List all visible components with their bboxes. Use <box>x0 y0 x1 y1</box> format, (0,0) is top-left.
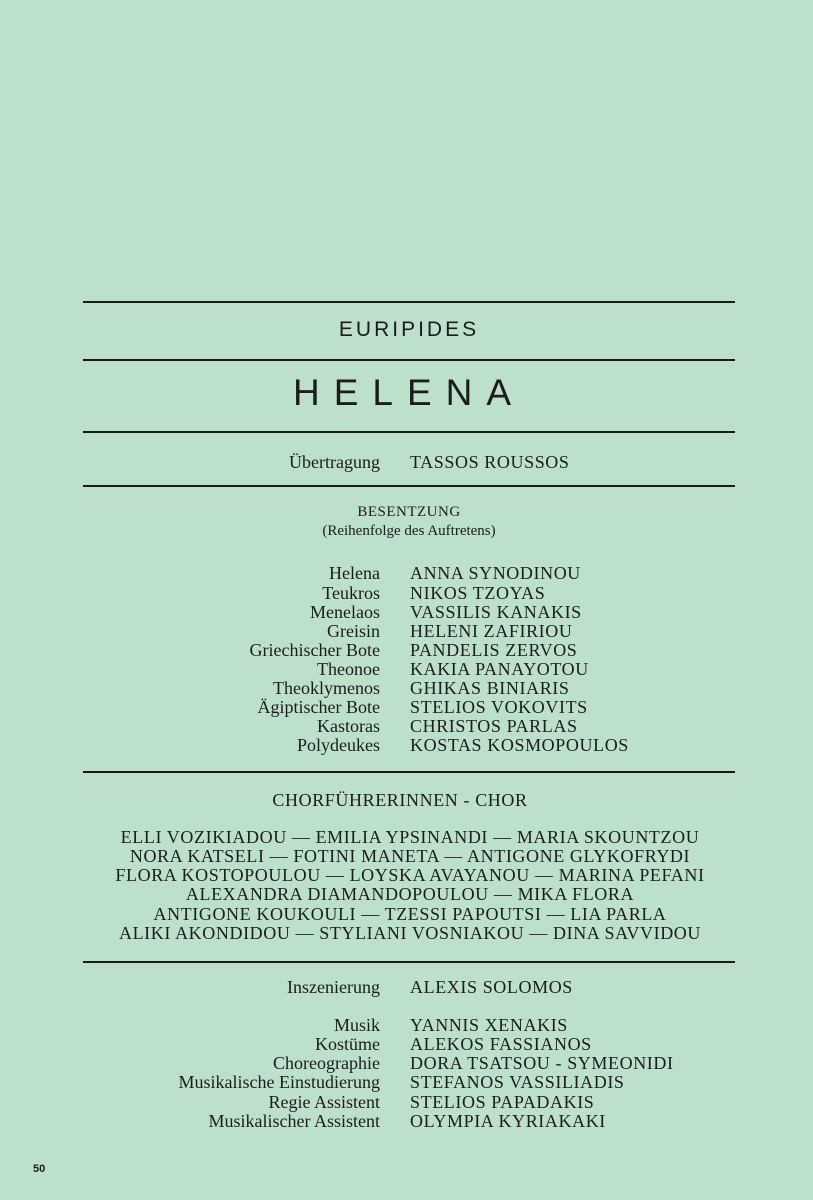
cast-actor: HELENI ZAFIRIOU <box>410 621 573 641</box>
cast-row <box>0 678 813 698</box>
chorus-line: ANTIGONE KOUKOULI — TZESSI PAPOUTSI — LIA PARLA <box>153 904 667 924</box>
crew-row <box>0 1072 813 1092</box>
crew-role: Choreographie <box>273 1053 380 1073</box>
crew-name: ALEKOS FASSIANOS <box>410 1034 592 1054</box>
cast-row <box>0 563 813 583</box>
cast-row <box>0 735 813 755</box>
crew-name: STELIOS PAPADAKIS <box>410 1092 595 1112</box>
cast-actor: NIKOS TZOYAS <box>410 583 546 603</box>
crew-row <box>0 1034 813 1054</box>
cast-role: Griechischer Bote <box>249 640 380 660</box>
cast-role: Ägiptischer Bote <box>257 697 380 717</box>
cast-actor: ANNA SYNODINOU <box>410 563 581 583</box>
cast-actor: VASSILIS KANAKIS <box>410 602 582 622</box>
cast-row <box>0 621 813 641</box>
cast-role: Menelaos <box>310 602 380 622</box>
cast-actor: PANDELIS ZERVOS <box>410 640 578 660</box>
chorus-line: ALIKI AKONDIDOU — STYLIANI VOSNIAKOU — DINA SAVVIDOU <box>118 923 701 943</box>
cast-actor: GHIKAS BINIARIS <box>410 678 570 698</box>
crew-role: Kostüme <box>315 1034 380 1054</box>
cast-row <box>0 640 813 660</box>
direction-label: Inszenierung <box>287 977 380 997</box>
cast-heading: BESENTZUNG <box>357 504 461 520</box>
crew-name: YANNIS XENAKIS <box>410 1015 568 1035</box>
rule-below-chorus <box>83 961 735 963</box>
direction-name: ALEXIS SOLOMOS <box>410 977 573 997</box>
cast-row <box>0 602 813 622</box>
cast-row <box>0 659 813 679</box>
rule-below-title <box>83 431 735 433</box>
cast-row <box>0 697 813 717</box>
cast-role: Kastoras <box>317 716 380 736</box>
cast-subheading: (Reihenfolge des Auftretens) <box>322 523 496 539</box>
cast-actor: KAKIA PANAYOTOU <box>410 659 589 679</box>
crew-name: STEFANOS VASSILIADIS <box>410 1072 625 1092</box>
crew-row <box>0 1015 813 1035</box>
cast-actor: KOSTAS KOSMOPOULOS <box>410 735 629 755</box>
chorus-line: ELLI VOZIKIADOU — EMILIA YPSINANDI — MARIA SKOUNTZOU <box>120 827 700 847</box>
direction-row <box>0 977 813 997</box>
crew-row <box>0 1053 813 1073</box>
crew-row <box>0 1111 813 1131</box>
translation-name: TASSOS ROUSSOS <box>410 452 570 472</box>
chorus-line: ALEXANDRA DIAMANDOPOULOU — MIKA FLORA <box>185 884 635 904</box>
cast-role: Teukros <box>322 583 380 603</box>
cast-actor: CHRISTOS PARLAS <box>410 716 578 736</box>
cast-role: Theoklymenos <box>273 678 380 698</box>
rule-below-translation <box>83 485 735 487</box>
crew-role: Regie Assistent <box>268 1092 380 1112</box>
crew-name: OLYMPIA KYRIAKAKI <box>410 1111 606 1131</box>
cast-row <box>0 716 813 736</box>
chorus-line: FLORA KOSTOPOULOU — LOYSKA AVAYANOU — MARINA PEFANI <box>115 865 705 885</box>
rule-below-cast <box>83 771 735 773</box>
cast-role: Theonoe <box>317 659 380 679</box>
author-name: EURIPIDES <box>338 318 480 341</box>
cast-role: Polydeukes <box>297 735 380 755</box>
chorus-line: NORA KATSELI — FOTINI MANETA — ANTIGONE GLYKOFRYDI <box>129 846 691 866</box>
rule-top <box>83 301 735 303</box>
rule-below-author <box>83 359 735 361</box>
cast-role: Greisin <box>327 621 380 641</box>
crew-role: Musikalischer Assistent <box>208 1111 380 1131</box>
page-number: 50 <box>33 1163 46 1175</box>
translation-row <box>0 452 813 472</box>
crew-role: Musik <box>333 1015 380 1035</box>
cast-actor: STELIOS VOKOVITS <box>410 697 588 717</box>
play-title: HELENA <box>292 372 526 413</box>
cast-row <box>0 583 813 603</box>
crew-role: Musikalische Einstudierung <box>178 1072 380 1092</box>
crew-name: DORA TSATSOU - SYMEONIDI <box>410 1053 674 1073</box>
crew-row <box>0 1092 813 1112</box>
translation-label: Übertragung <box>289 452 380 472</box>
chorus-heading: CHORFÜHRERINNEN - CHOR <box>272 790 528 810</box>
cast-role: Helena <box>329 563 380 583</box>
